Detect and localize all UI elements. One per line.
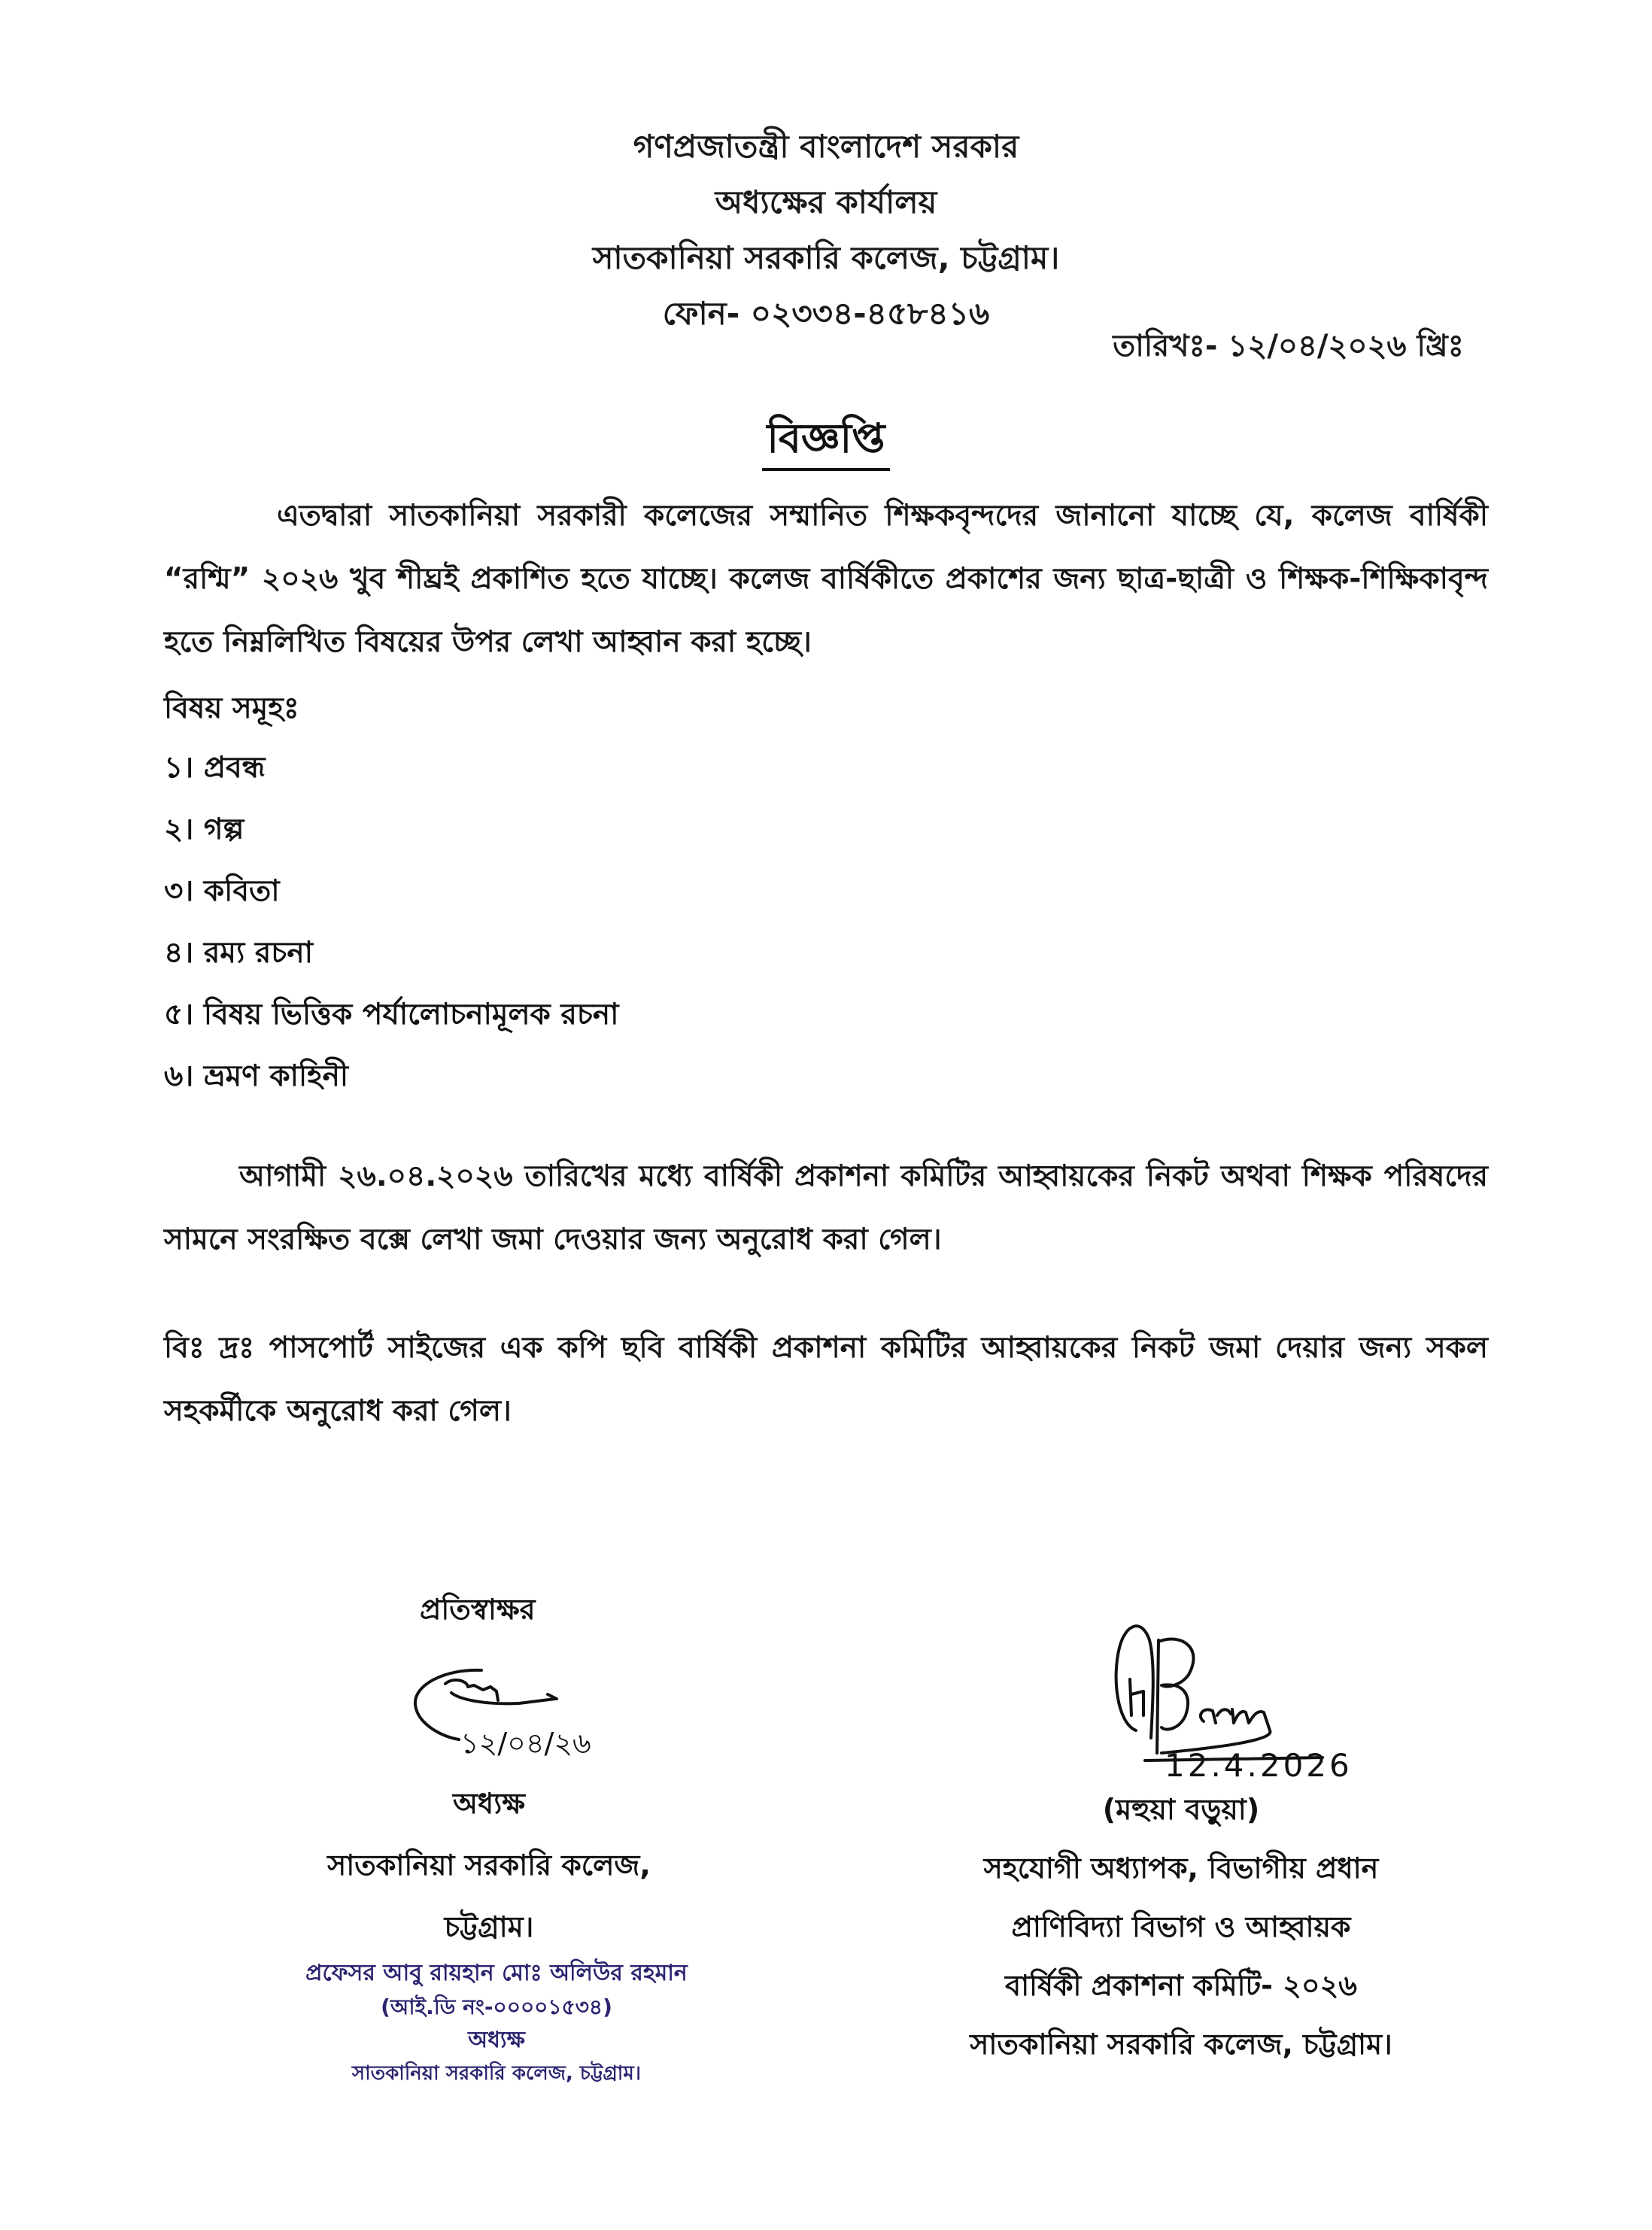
- signature-stroke: [445, 1680, 498, 1700]
- letterhead: [0, 119, 1652, 342]
- paragraph-announcement: [164, 485, 1488, 674]
- convener-college: সাতকানিয়া সরকারি কলেজ, চট্টগ্রাম।: [970, 2028, 1392, 2061]
- stamp-title: অধ্যক্ষ: [468, 2027, 525, 2053]
- convener-department: প্রাণিবিদ্যা বিভাগ ও আহ্বায়ক: [1011, 1910, 1351, 1943]
- convener-committee: বার্ষিকী প্রকাশনা কমিটি- ২০২৬: [1004, 1969, 1358, 2002]
- principal-seal-stamp: [286, 1956, 707, 2090]
- subject-item: ১। প্রবন্ধ: [164, 751, 266, 785]
- phone-number: ফোন- ০২৩৩৪-৪৫৮৪১৬: [662, 295, 990, 332]
- government-name: গণপ্রজাতন্ত্রী বাংলাদেশ সরকার: [633, 128, 1019, 165]
- paragraph-announcement-text: এতদ্বারা সাতকানিয়া সরকারী কলেজের সম্মানিত শিক্ষকবৃন্দদের জানানো যাচ্ছে যে, কলেজ বার্ষিকী “রশ্মি” ২০২৬ খুব শীঘ্রই প্রকাশিত হতে যাচ্ছে। কলেজ বার্ষিকীতে প্রকাশের জন্য ছাত্র-ছাত্রী ও শিক্ষক-শিক্ষিকাবৃন্দ হতে নিম্নলিখিত বিষয়ের উপর লেখা আহ্বান করা হচ্ছে।: [164, 499, 1488, 659]
- principal-title-block: [278, 1773, 700, 1958]
- convener-signature-date: 12.4.2026: [1165, 1747, 1353, 1784]
- notice-date: তারিখঃ- ১২/০৪/২০২৬ খ্রিঃ: [1113, 329, 1464, 363]
- subjects-list: [164, 737, 618, 1107]
- paragraph-postscript: [164, 1317, 1488, 1443]
- college-address: সাতকানিয়া সরকারি কলেজ, চট্টগ্রাম।: [592, 239, 1060, 276]
- subject-item: ৫। বিষয় ভিত্তিক পর্যালোচনামূলক রচনা: [164, 998, 619, 1031]
- signature-stroke: [1159, 1639, 1193, 1730]
- signature-stroke: [1116, 1626, 1153, 1738]
- principal-city: চট্টগ্রাম।: [444, 1910, 534, 1943]
- subject-item: ৩। কবিতা: [164, 874, 280, 908]
- paragraph-postscript-text: বিঃ দ্রঃ পাসপোর্ট সাইজের এক কপি ছবি বার্ষিকী প্রকাশনা কমিটির আহ্বায়কের নিকট জমা দেয়ার জন্য সকল সহকর্মীকে অনুরোধ করা গেল।: [164, 1331, 1488, 1428]
- convener-name: (মহুয়া বড়ুয়া): [1102, 1793, 1260, 1826]
- subject-item: ২। গল্প: [164, 813, 244, 846]
- countersign-label: প্রতিস্বাক্ষর: [420, 1593, 536, 1626]
- principal-title: অধ্যক্ষ: [452, 1787, 525, 1820]
- signature-stroke: [1157, 1640, 1159, 1753]
- office-name: অধ্যক্ষের কার্যালয়: [715, 184, 937, 220]
- subject-item: ৬। ভ্রমণ কাহিনী: [164, 1059, 349, 1093]
- stamp-id: (আই.ডি নং-০০০০১৫৩৪): [381, 1995, 612, 2019]
- stamp-college: সাতকানিয়া সরকারি কলেজ, চট্টগ্রাম।: [351, 2062, 642, 2085]
- stamp-name: প্রফেসর আবু রায়হান মোঃ অলিউর রহমান: [305, 1960, 688, 1986]
- signature-stroke: [451, 1693, 555, 1703]
- subject-item: ৪। রম্য রচনা: [164, 936, 313, 970]
- principal-college: সাতকানিয়া সরকারি কলেজ,: [327, 1849, 651, 1882]
- convener-designation: সহযোগী অধ্যাপক, বিভাগীয় প্রধান: [983, 1852, 1379, 1885]
- convener-title-block: [888, 1780, 1474, 2074]
- paragraph-deadline-text: আগামী ২৬.০৪.২০২৬ তারিখের মধ্যে বার্ষিকী প্রকাশনা কমিটির আহ্বায়কের নিকট অথবা শিক্ষক পরিষদের সামনে সংরক্ষিত বক্সে লেখা জমা দেওয়ার জন্য অনুরোধ করা গেল।: [164, 1159, 1488, 1256]
- subjects-heading: বিষয় সমূহঃ: [164, 691, 299, 725]
- notice-title-text: বিজ্ঞপ্তি: [762, 412, 889, 471]
- paragraph-deadline: [164, 1145, 1488, 1271]
- notice-title: [0, 412, 1652, 471]
- signature-stroke: [1130, 1679, 1143, 1715]
- principal-signature: [399, 1655, 647, 1768]
- signature-date: ১২/০৪/২৬: [460, 1727, 591, 1760]
